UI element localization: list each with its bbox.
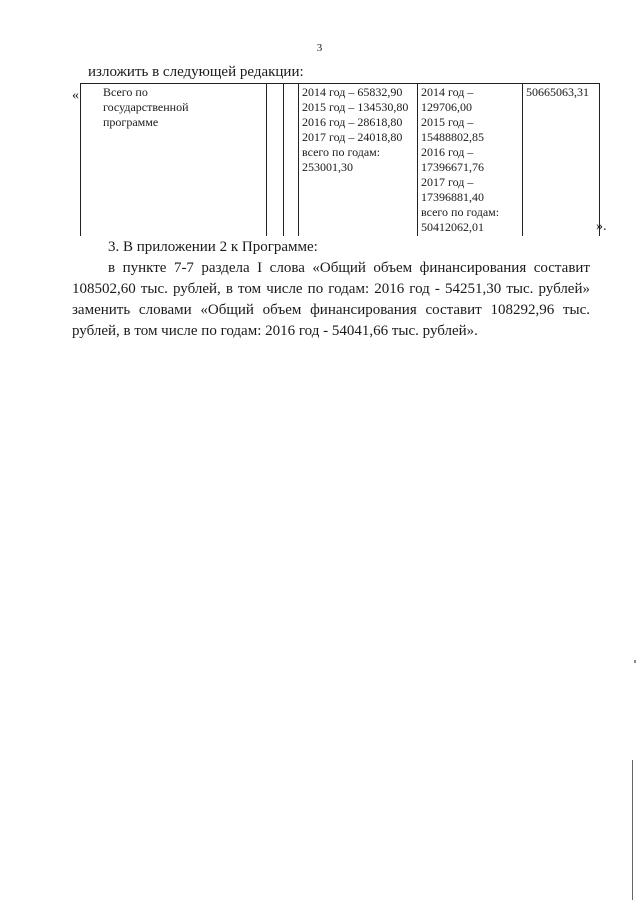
cell-line: 253001,30 xyxy=(302,160,353,174)
cell-line: 2014 год – xyxy=(421,85,474,99)
cell-line: государственной xyxy=(103,100,189,114)
cell-line: 2015 год – 134530,80 xyxy=(302,100,409,114)
total-funding-cell xyxy=(523,84,600,237)
cell-line: 2014 год – 65832,90 xyxy=(302,85,403,99)
item-3-heading: 3. В приложении 2 к Программе: xyxy=(108,239,318,255)
cell-line: 2017 год – 24018,80 xyxy=(302,130,403,144)
cell-line: 15488802,85 xyxy=(421,130,484,144)
total-label-cell xyxy=(81,84,267,237)
financing-table xyxy=(80,83,600,236)
empty-cell xyxy=(267,84,284,237)
scan-edge-mark xyxy=(632,760,633,900)
cell-line: 2017 год – xyxy=(421,175,474,189)
cell-line: 2016 год – xyxy=(421,145,474,159)
cell-line: 17396881,40 xyxy=(421,190,484,204)
cell-line: 17396671,76 xyxy=(421,160,484,174)
empty-cell xyxy=(284,84,299,237)
regional-funding-cell xyxy=(418,84,523,237)
table-row xyxy=(81,84,600,237)
cell-line: всего по годам: xyxy=(421,205,500,219)
cell-line: 2016 год – 28618,80 xyxy=(302,115,403,129)
cell-line: 50665063,31 xyxy=(526,85,589,99)
intro-text: изложить в следующей редакции: xyxy=(88,64,304,80)
body-paragraph: в пункте 7-7 раздела I слова «Общий объем финансирования составит 108502,60 тыс. рублей, в том числе по годам: 2016 год - 54251,30 тыс. рублей» заменить словами «Общий объем финансирования составит 108292,96 тыс. рублей, в том числе по годам: 2016 год - 54041,66 тыс. рублей». xyxy=(72,260,590,339)
page-number: 3 xyxy=(316,42,324,54)
cell-line: программе xyxy=(103,115,159,129)
quote-close: ». xyxy=(596,219,607,234)
federal-funding-cell xyxy=(299,84,418,237)
scan-speck xyxy=(634,660,636,663)
cell-line: 2015 год – xyxy=(421,115,474,129)
cell-line: Всего по xyxy=(103,85,148,99)
cell-line: 129706,00 xyxy=(421,100,472,114)
cell-line: 50412062,01 xyxy=(421,220,484,234)
quote-open: « xyxy=(72,88,79,103)
cell-line: всего по годам: xyxy=(302,145,381,159)
